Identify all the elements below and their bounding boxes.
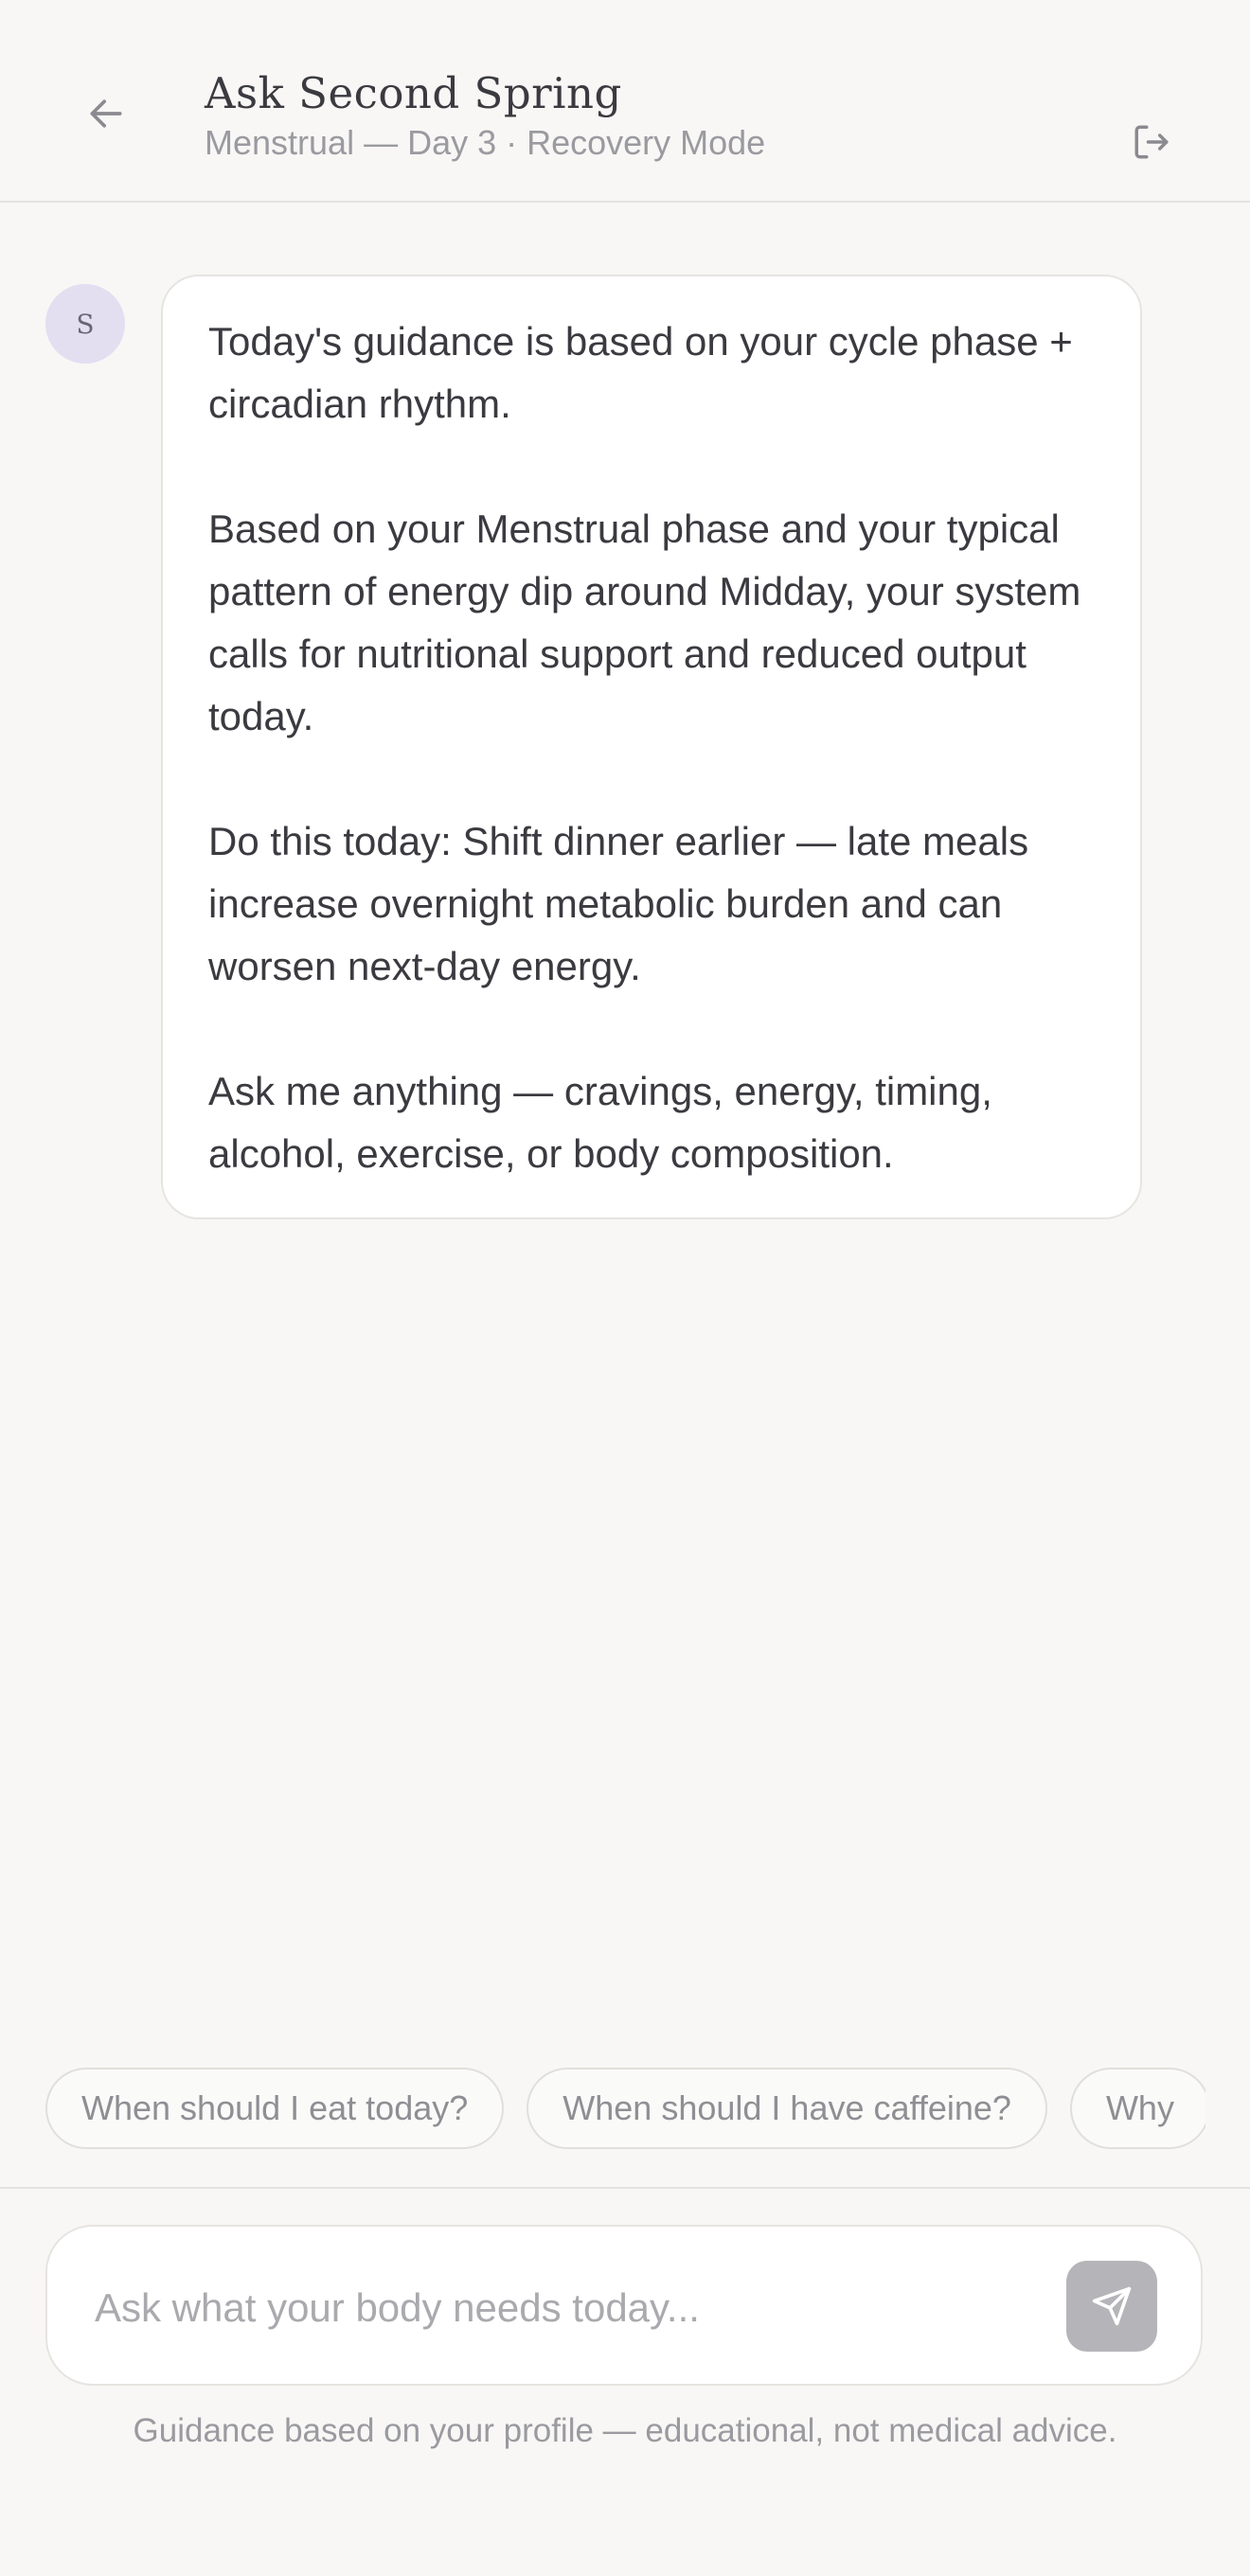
message-paragraph: Based on your Menstrual phase and your typical pattern of energy dip around Midday, your system calls for nutritional support and reduced output today. bbox=[208, 506, 1081, 738]
assistant-avatar: S bbox=[45, 284, 125, 364]
message-paragraph: Do this today: Shift dinner earlier — late meals increase overnight metabolic burden and can worsen next-day energy. bbox=[208, 819, 1029, 988]
send-icon bbox=[1091, 2285, 1133, 2327]
assistant-message bbox=[161, 275, 1142, 1219]
message-composer bbox=[45, 2225, 1203, 2386]
logout-icon bbox=[1132, 122, 1171, 162]
suggestion-chip-caffeine[interactable]: When should I have caffeine? bbox=[527, 2068, 1047, 2149]
disclaimer-text: Guidance based on your profile — educational, not medical advice. bbox=[133, 2412, 1117, 2449]
send-button[interactable] bbox=[1066, 2261, 1157, 2352]
arrow-left-icon bbox=[85, 93, 127, 134]
suggestion-chip-eat[interactable]: When should I eat today? bbox=[45, 2068, 504, 2149]
message-paragraph: Today's guidance is based on your cycle phase + circadian rhythm. bbox=[208, 319, 1073, 426]
page-title: Ask Second Spring bbox=[205, 68, 622, 118]
message-input[interactable] bbox=[93, 2265, 1044, 2352]
message-paragraph: Ask me anything — cravings, energy, timing, alcohol, exercise, or body composition. bbox=[208, 1069, 992, 1176]
suggestion-chip-why[interactable]: Why bbox=[1070, 2068, 1205, 2149]
divider bbox=[0, 2187, 1250, 2189]
back-button[interactable] bbox=[80, 87, 133, 140]
chat-header bbox=[0, 0, 1250, 203]
logout-button[interactable] bbox=[1125, 115, 1178, 169]
suggestion-chips bbox=[45, 2068, 1205, 2153]
cycle-status-subtitle: Menstrual — Day 3 · Recovery Mode bbox=[205, 123, 766, 162]
